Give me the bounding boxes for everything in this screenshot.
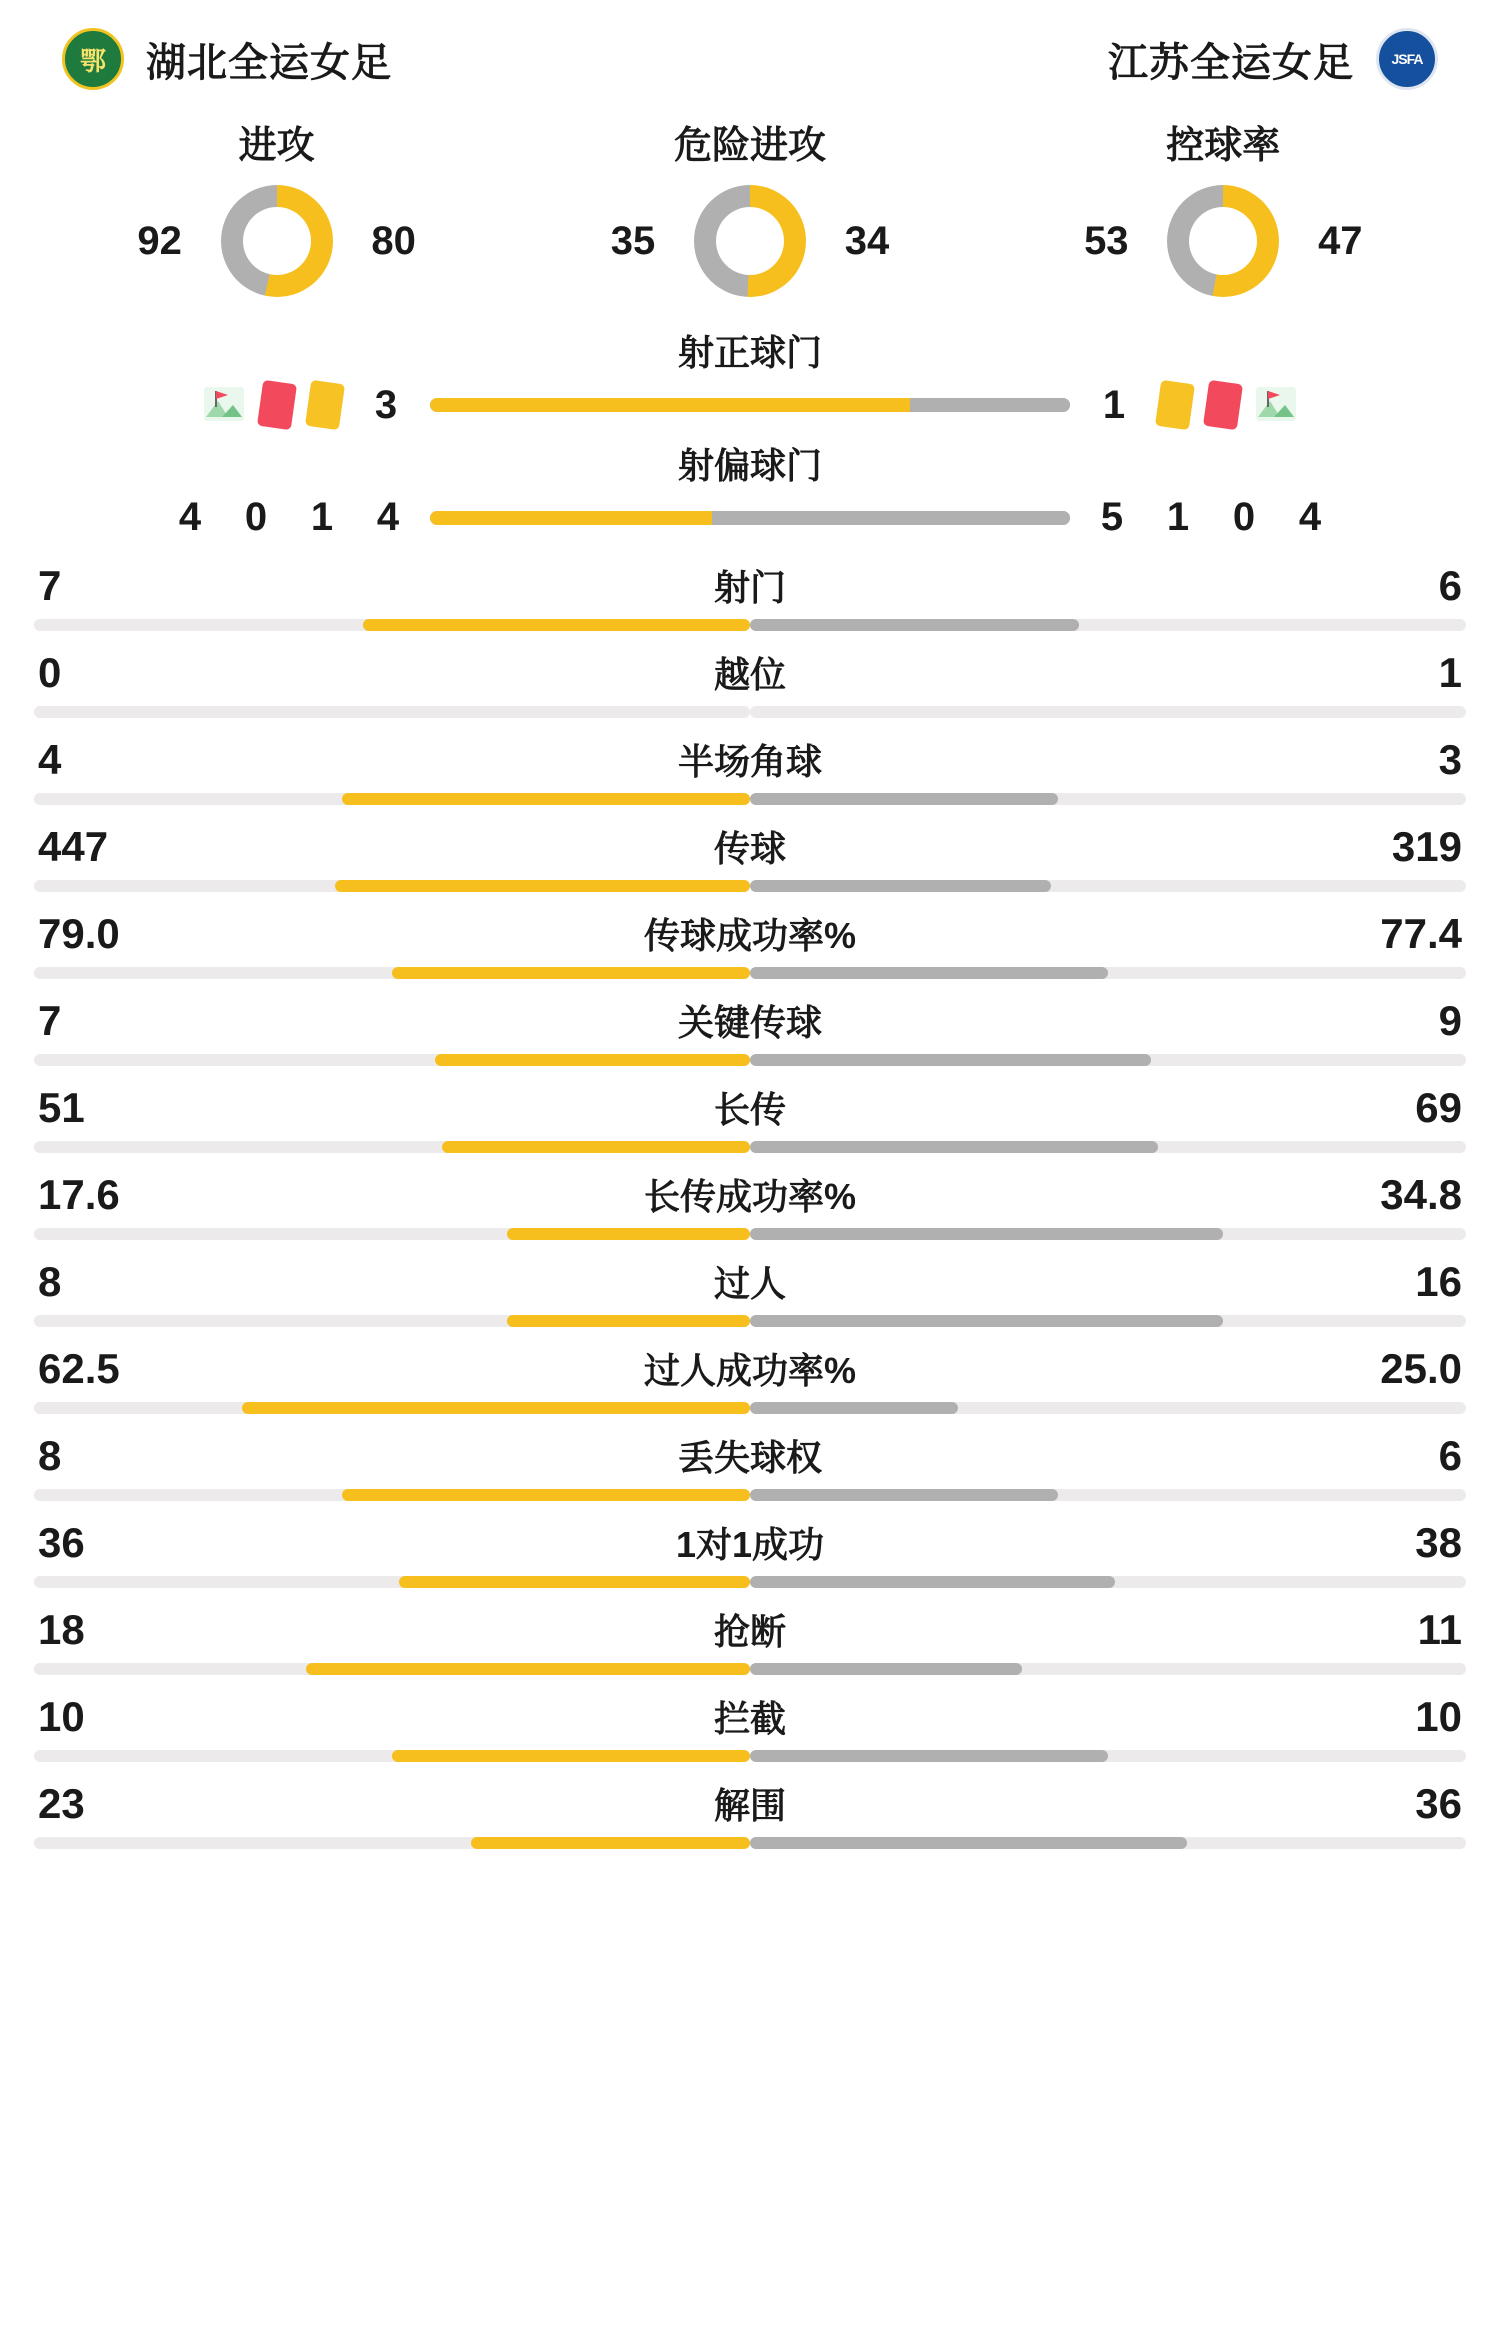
stat-home-value: 7: [38, 561, 62, 609]
donut-title: 危险进攻: [673, 125, 826, 167]
home-discipline-icons: [202, 382, 342, 428]
stat-home-value: 36: [38, 1518, 85, 1566]
away-yellow-card-count: 1: [1166, 495, 1190, 539]
donut-chart-possession: [1167, 185, 1279, 297]
donut-away-value: 47: [1318, 218, 1363, 263]
stat-away-value: 6: [1438, 561, 1462, 609]
home-team-name: 湖北全运女足: [146, 40, 392, 85]
donut-title: 控球率: [1166, 125, 1281, 167]
donut-chart-dangerous-attacks: [694, 185, 806, 297]
corner-flag-icon: [1254, 383, 1298, 427]
stat-row: [34, 1772, 1466, 1859]
donut-block-attacks: [42, 114, 511, 297]
yellow-card-icon: [1155, 380, 1195, 430]
stat-row: [34, 1511, 1466, 1598]
donut-block-possession: [989, 114, 1458, 297]
away-discipline-icons: [1158, 382, 1298, 428]
yellow-card-icon: [305, 380, 345, 430]
stat-home-bar: [392, 1750, 750, 1762]
stat-home-value: 447: [38, 822, 109, 870]
stat-bar-pair: [34, 1402, 1466, 1414]
stat-away-value: 3: [1438, 735, 1462, 783]
stat-away-value: 77.4: [1380, 909, 1462, 957]
stat-away-bar: [750, 619, 1079, 631]
stat-home-value: 18: [38, 1605, 85, 1653]
stat-away-bar: [750, 1228, 1223, 1240]
shots-off-target-label: 射偏球门: [677, 445, 822, 486]
stat-label: 越位: [713, 654, 786, 695]
stat-away-bar: [750, 967, 1108, 979]
away-team: [1108, 28, 1438, 90]
stat-label: 长传: [713, 1089, 786, 1130]
stat-away-value: 6: [1438, 1431, 1462, 1479]
stat-away-bar: [750, 1663, 1022, 1675]
stats-list: [0, 544, 1500, 1859]
stat-bar-pair: [34, 706, 1466, 718]
stat-label: 射门: [713, 567, 786, 608]
stat-bar-pair: [34, 1750, 1466, 1762]
stat-home-bar: [442, 1141, 750, 1153]
stat-row: [34, 902, 1466, 989]
red-card-icon: [257, 380, 297, 430]
stat-label: 丢失球权: [677, 1437, 822, 1478]
stat-away-bar: [750, 1141, 1158, 1153]
shots-on-target-bar: [430, 398, 1070, 412]
stat-home-bar: [342, 793, 750, 805]
stat-home-value: 79.0: [38, 909, 120, 957]
stat-away-value: 69: [1415, 1083, 1462, 1131]
stat-home-value: 0: [38, 648, 62, 696]
stat-label: 长传成功率%: [643, 1176, 856, 1217]
stat-label: 抢断: [713, 1611, 786, 1652]
corner-flag-icon: [202, 383, 246, 427]
stat-label: 传球成功率%: [643, 915, 856, 956]
stat-label: 传球: [713, 828, 786, 869]
stat-row: [34, 1424, 1466, 1511]
stat-home-value: 4: [38, 735, 62, 783]
stat-home-value: 8: [38, 1431, 62, 1479]
jiangsu-crest-label: JSFA: [1391, 51, 1423, 67]
stat-row: [34, 728, 1466, 815]
stat-home-value: 62.5: [38, 1344, 120, 1392]
stat-away-bar: [750, 1054, 1151, 1066]
stat-label: 关键传球: [677, 1002, 822, 1043]
stat-bar-pair: [34, 1837, 1466, 1849]
stat-bar-pair: [34, 1141, 1466, 1153]
home-team: [62, 28, 392, 90]
stat-away-bar: [750, 1402, 958, 1414]
stat-away-value: 16: [1415, 1257, 1462, 1305]
stat-away-bar: [750, 1750, 1108, 1762]
stat-away-value: 319: [1391, 822, 1462, 870]
stat-home-bar: [399, 1576, 750, 1588]
stat-row: [34, 1685, 1466, 1772]
stat-home-bar: [435, 1054, 750, 1066]
away-corner-count: 4: [1298, 495, 1322, 539]
stat-away-bar: [750, 1576, 1115, 1588]
stat-home-bar: [392, 967, 750, 979]
stat-bar-pair: [34, 967, 1466, 979]
stat-bar-pair: [34, 793, 1466, 805]
stat-home-bar: [507, 1228, 750, 1240]
stat-row: [34, 989, 1466, 1076]
stat-row: [34, 1598, 1466, 1685]
donut-home-value: 92: [137, 218, 182, 263]
away-red-card-count: 0: [1232, 495, 1256, 539]
hubei-crest-icon: [62, 28, 124, 90]
stat-row: [34, 1076, 1466, 1163]
stat-row: [34, 1337, 1466, 1424]
stat-label: 半场角球: [677, 741, 822, 782]
stat-away-value: 10: [1415, 1692, 1462, 1740]
stat-label: 1对1成功: [675, 1524, 825, 1565]
shots-on-target-label: 射正球门: [677, 332, 822, 373]
away-team-name: 江苏全运女足: [1108, 40, 1354, 85]
stat-label: 拦截: [713, 1698, 786, 1739]
stat-home-bar: [242, 1402, 750, 1414]
shots-on-target-row: [40, 382, 1460, 428]
donut-away-value: 80: [371, 218, 416, 263]
stat-away-value: 34.8: [1380, 1170, 1462, 1218]
stat-home-bar: [363, 619, 750, 631]
stat-away-bar: [750, 1489, 1058, 1501]
shots-off-target-row: [40, 495, 1460, 540]
stat-bar-pair: [34, 1054, 1466, 1066]
stat-bar-pair: [34, 1315, 1466, 1327]
stat-label: 过人: [713, 1263, 786, 1304]
stat-home-value: 7: [38, 996, 62, 1044]
stat-home-bar: [306, 1663, 750, 1675]
stat-row: [34, 641, 1466, 728]
stat-row: [34, 554, 1466, 641]
stat-bar-pair: [34, 619, 1466, 631]
stat-away-value: 1: [1438, 648, 1462, 696]
stat-bar-pair: [34, 880, 1466, 892]
stat-bar-pair: [34, 1489, 1466, 1501]
hubei-crest-label: 鄂: [79, 45, 106, 76]
shots-off-target-home: 4: [376, 495, 400, 539]
stat-home-bar: [507, 1315, 750, 1327]
stat-row: [34, 1250, 1466, 1337]
stat-home-value: 51: [38, 1083, 85, 1131]
shots-on-target-away: 1: [1102, 382, 1126, 427]
stat-row: [34, 1163, 1466, 1250]
stat-away-value: 38: [1415, 1518, 1462, 1566]
jiangsu-crest-icon: [1376, 28, 1438, 90]
stat-row: [34, 815, 1466, 902]
donut-away-value: 34: [844, 218, 890, 263]
shots-off-target-away: 5: [1100, 495, 1124, 539]
donut-home-value: 35: [610, 218, 656, 263]
red-card-icon: [1203, 380, 1243, 430]
shots-off-target-bar: [430, 511, 1070, 525]
shots-on-target-home: 3: [374, 382, 398, 427]
stat-home-bar: [342, 1489, 750, 1501]
stat-label: 解围: [713, 1785, 786, 1826]
donut-home-value: 53: [1084, 218, 1129, 263]
shots-and-discipline-section: [0, 307, 1500, 544]
home-yellow-card-count: 1: [310, 495, 334, 539]
home-red-card-count: 0: [244, 495, 268, 539]
stat-away-bar: [750, 793, 1058, 805]
stat-label: 过人成功率%: [643, 1350, 856, 1391]
donut-block-dangerous-attacks: [516, 114, 985, 297]
stat-home-bar: [471, 1837, 750, 1849]
donut-chart-attacks: [221, 185, 333, 297]
stat-bar-pair: [34, 1576, 1466, 1588]
stat-home-value: 17.6: [38, 1170, 120, 1218]
stat-home-value: 10: [38, 1692, 85, 1740]
stat-away-value: 11: [1417, 1605, 1462, 1653]
stat-home-value: 23: [38, 1779, 85, 1827]
donut-stats-row: [0, 108, 1500, 307]
donut-title: 进攻: [238, 125, 315, 167]
stat-bar-pair: [34, 1663, 1466, 1675]
stat-home-value: 8: [38, 1257, 62, 1305]
match-header: [0, 0, 1500, 108]
stat-away-bar: [750, 1315, 1223, 1327]
stat-away-value: 9: [1438, 996, 1462, 1044]
stat-away-bar: [750, 1837, 1187, 1849]
stat-away-bar: [750, 880, 1051, 892]
stat-away-value: 36: [1415, 1779, 1462, 1827]
stat-away-value: 25.0: [1380, 1344, 1462, 1392]
home-corner-count: 4: [178, 495, 202, 539]
stat-home-bar: [335, 880, 750, 892]
stat-bar-pair: [34, 1228, 1466, 1240]
